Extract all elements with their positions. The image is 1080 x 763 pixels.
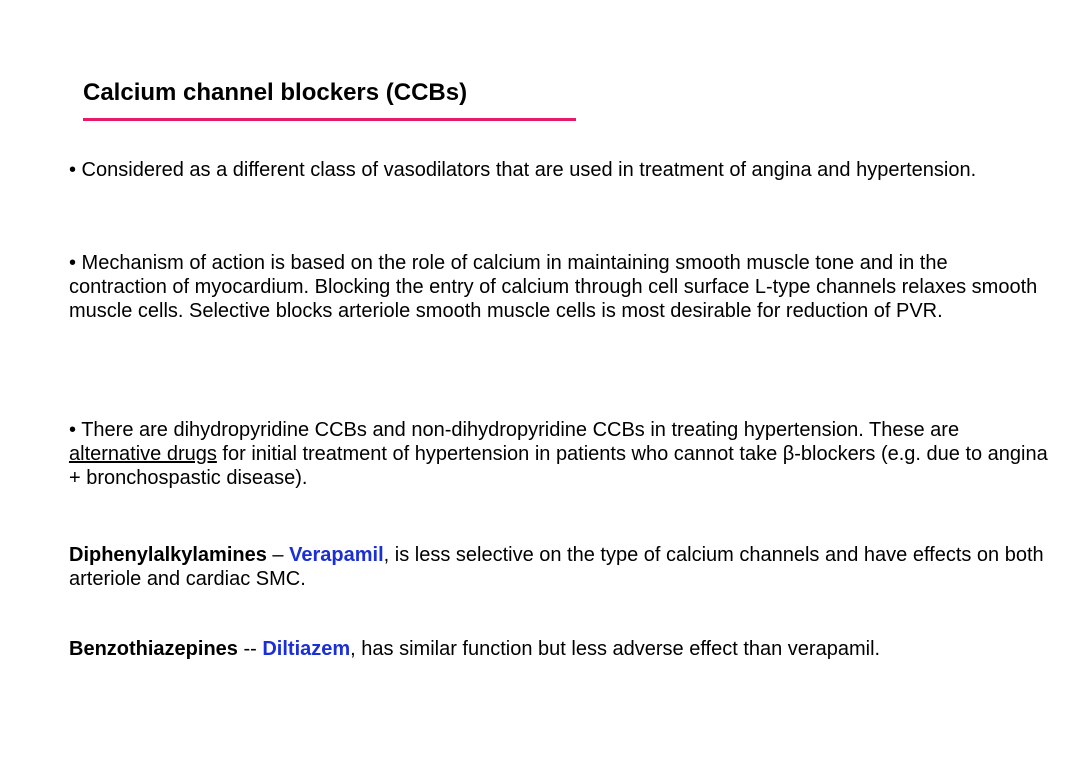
bullet-ccb-types bbox=[69, 418, 1049, 490]
class-separator: -- bbox=[237, 638, 263, 660]
class-diphenylalkylamines bbox=[69, 543, 1049, 591]
bullet-ccb-types-text-after: for initial treatment of hypertension in patients who cannot take β-blockers (e.g. due to angina + bronchospastic disease). bbox=[69, 443, 1048, 489]
slide-title: Calcium channel blockers (CCBs) bbox=[83, 79, 468, 106]
alternative-drugs-underlined: alternative drugs bbox=[69, 443, 217, 465]
class-name: Diphenylalkylamines bbox=[69, 544, 267, 566]
title-underline bbox=[83, 118, 576, 121]
class-description: , is less selective on the type of calcium channels and have effects on both arteriole and cardiac SMC. bbox=[69, 544, 1044, 590]
class-benzothiazepines bbox=[69, 637, 1049, 661]
class-name: Benzothiazepines bbox=[69, 638, 238, 660]
bullet-mechanism: • Mechanism of action is based on the role of calcium in maintaining smooth muscle tone and in the contraction of myocardium. Blocking the entry of calcium through cell surface L-type channels relaxes smooth muscle cells. Selective blocks arteriole smooth muscle cells is most desirable for reduction of PVR. bbox=[69, 252, 1038, 322]
bullet-vasodilator-class: • Considered as a different class of vasodilators that are used in treatment of angina and hypertension. bbox=[69, 159, 977, 181]
class-separator: – bbox=[266, 544, 290, 566]
drug-verapamil: Verapamil bbox=[289, 544, 384, 566]
bullet-ccb-types-text-before: • There are dihydropyridine CCBs and non-dihydropyridine CCBs in treating hypertension. These are bbox=[69, 419, 960, 441]
drug-diltiazem: Diltiazem bbox=[262, 638, 351, 660]
class-description: , has similar function but less adverse effect than verapamil. bbox=[350, 638, 881, 660]
